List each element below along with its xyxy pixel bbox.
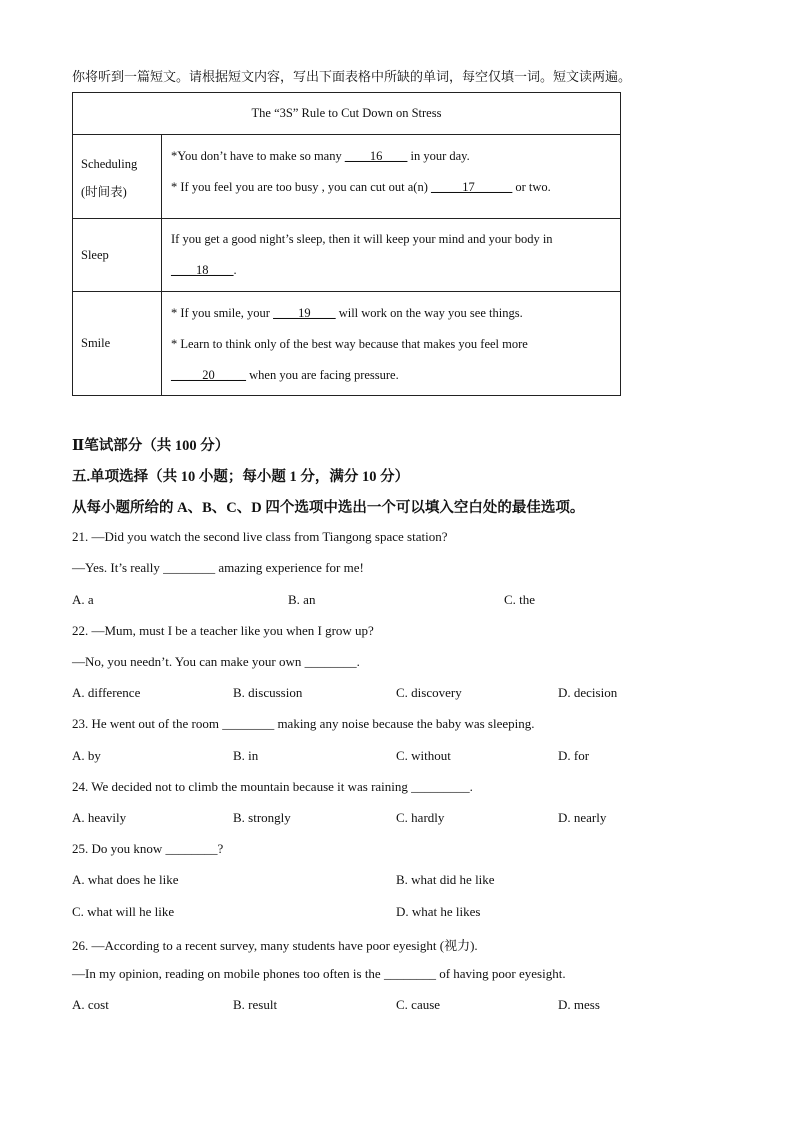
option-a[interactable]: A. cost [72, 997, 109, 1012]
option-c[interactable]: C. cause [396, 997, 441, 1012]
part-heading: 五.单项选择（共 10 小题；每小题 1 分，满分 10 分） [72, 469, 410, 485]
option-c[interactable]: C. hardly [396, 810, 445, 825]
option-b[interactable]: B. what did he like [396, 872, 495, 887]
question-stem: 21. —Did you watch the second live class from Tiangong space station? [72, 529, 448, 544]
table-line: * If you feel you are too busy , you can cut out a(n) _____17______ or two. [171, 180, 551, 194]
option-d[interactable]: D. mess [558, 997, 600, 1012]
table-row [73, 292, 621, 396]
row-label: Scheduling [81, 156, 138, 171]
table-row [73, 135, 621, 219]
question-stem: —In my opinion, reading on mobile phones too often is the ________ of having poor eyesight. [72, 966, 566, 981]
option-a[interactable]: A. by [72, 748, 101, 763]
question-stem: 24. We decided not to climb the mountain because it was raining _________. [72, 779, 473, 794]
table-line: ____18____. [171, 263, 237, 277]
answer-blank[interactable]: ____19____ [273, 306, 336, 320]
table-line: *You don’t have to make so many ____16____ in your day. [171, 149, 470, 163]
question-stem: 23. He went out of the room ________ making any noise because the baby was sleeping. [72, 716, 535, 731]
table-row [73, 219, 621, 292]
table-line: * Learn to think only of the best way because that makes you feel more [171, 337, 528, 351]
option-a[interactable]: A. difference [72, 685, 141, 700]
option-b[interactable]: B. in [233, 748, 259, 763]
option-c[interactable]: C. discovery [396, 685, 462, 700]
option-a[interactable]: A. what does he like [72, 872, 179, 887]
option-d[interactable]: D. for [558, 748, 590, 763]
listening-table [72, 92, 621, 396]
option-a[interactable]: A. a [72, 592, 94, 607]
answer-blank[interactable]: _____17______ [431, 180, 513, 194]
question-stem: 25. Do you know ________? [72, 841, 224, 856]
question-stem: —Yes. It’s really ________ amazing experience for me! [72, 560, 364, 575]
option-d[interactable]: D. nearly [558, 810, 607, 825]
table-line: _____20_____ when you are facing pressure. [171, 368, 399, 382]
option-d[interactable]: D. what he likes [396, 904, 481, 919]
option-b[interactable]: B. result [233, 997, 278, 1012]
option-d[interactable]: D. decision [558, 685, 618, 700]
answer-blank[interactable]: _____20_____ [171, 368, 246, 382]
table-line: * If you smile, your ____19____ will work on the way you see things. [171, 306, 523, 320]
option-a[interactable]: A. heavily [72, 810, 127, 825]
table-title: The “3S” Rule to Cut Down on Stress [73, 93, 621, 135]
question-stem: —No, you needn’t. You can make your own ________. [72, 654, 360, 669]
option-b[interactable]: B. an [288, 592, 316, 607]
section-heading: Ⅱ笔试部分（共 100 分） [72, 438, 230, 454]
row-label: Sleep [73, 219, 162, 292]
question-stem: 22. —Mum, must I be a teacher like you when I grow up? [72, 623, 374, 638]
answer-blank[interactable]: ____18____ [171, 263, 234, 277]
answer-blank[interactable]: ____16____ [344, 149, 408, 163]
option-c[interactable]: C. without [396, 748, 451, 763]
option-b[interactable]: B. discussion [233, 685, 303, 700]
table-line: If you get a good night’s sleep, then it will keep your mind and your body in [171, 232, 553, 246]
row-label: Smile [73, 292, 162, 396]
option-b[interactable]: B. strongly [233, 810, 291, 825]
question-stem: 26. —According to a recent survey, many students have poor eyesight (视力). [72, 938, 478, 953]
listening-instruction: 你将听到一篇短文。请根据短文内容，写出下面表格中所缺的单词，每空仅填一词。短文读两遍。 [72, 69, 632, 84]
option-c[interactable]: C. the [504, 592, 536, 607]
option-c[interactable]: C. what will he like [72, 904, 175, 919]
part-instruction: 从每小题所给的 A、B、C、D 四个选项中选出一个可以填入空白处的最佳选项。 [72, 500, 585, 516]
row-label-cn: (时间表) [81, 184, 127, 199]
